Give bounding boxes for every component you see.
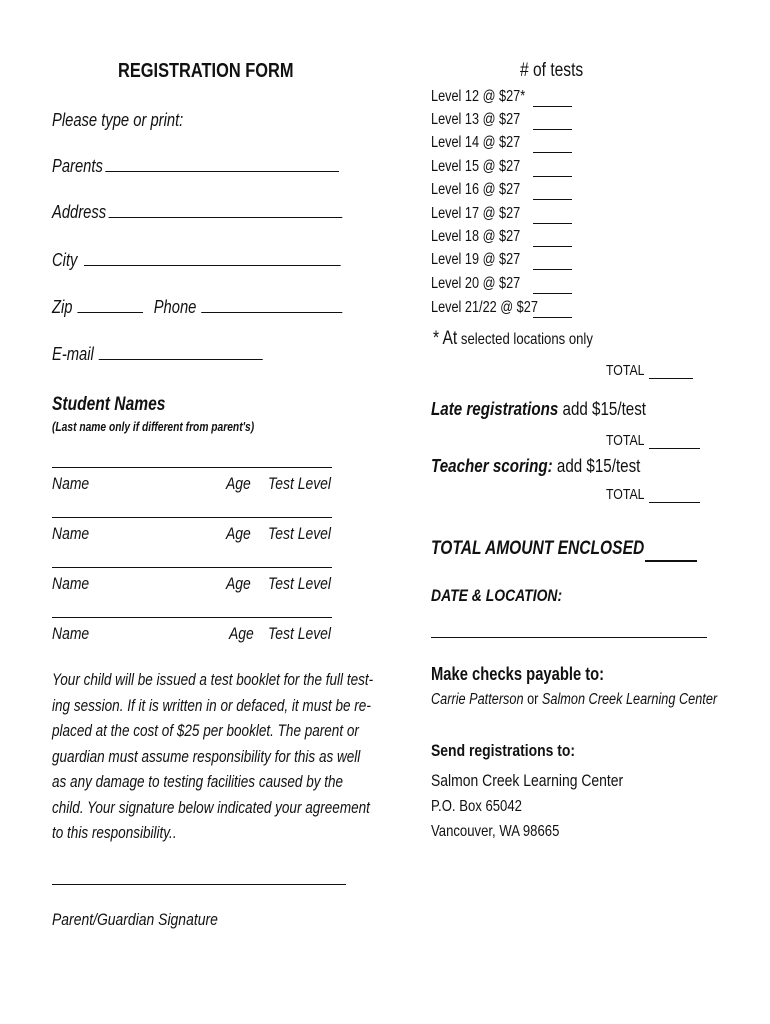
- tests-count-heading: # of tests: [520, 60, 584, 81]
- teacher-total-label: TOTAL: [606, 486, 645, 503]
- level-18-label: Level 18 @ $27: [431, 228, 521, 245]
- student-name-label-1: Name: [52, 474, 90, 493]
- teacher-scoring-row: [431, 455, 640, 477]
- level-12-label: Level 12 @ $27*: [431, 88, 526, 105]
- payee-or: or: [523, 691, 542, 708]
- student-level-label-3: Test Level: [268, 574, 332, 593]
- locations-footnote: [433, 328, 593, 350]
- zip-label: Zip: [52, 297, 73, 317]
- payee-line: [431, 691, 717, 709]
- level-14-count-line[interactable]: [533, 152, 572, 153]
- payee-name-1: Carrie Patterson: [431, 691, 524, 708]
- email-field[interactable]: [52, 344, 263, 365]
- mailing-address-city: Vancouver, WA 98665: [431, 823, 560, 840]
- disclaimer-line: as any damage to testing facilities caused by the: [52, 773, 344, 791]
- late-registration-label: Late registrations: [431, 398, 559, 419]
- student-names-note: (Last name only if different from parent's): [52, 420, 255, 434]
- student-name-line-4[interactable]: [52, 617, 332, 618]
- address-label: Address: [52, 202, 107, 222]
- level-16-count-line[interactable]: [533, 199, 572, 200]
- level-17-label: Level 17 @ $27: [431, 205, 521, 222]
- late-total-line[interactable]: [649, 448, 700, 449]
- signature-label: Parent/Guardian Signature: [52, 910, 218, 929]
- city-label: City: [52, 250, 78, 270]
- city-field[interactable]: [52, 250, 341, 271]
- student-name-line-2[interactable]: [52, 517, 332, 518]
- payee-name-2: Salmon Creek Learning Center: [541, 691, 718, 708]
- level-21-22-label: Level 21/22 @ $27: [431, 299, 538, 316]
- phone-line[interactable]: [201, 312, 342, 313]
- total-amount-enclosed-label: TOTAL AMOUNT ENCLOSED: [431, 538, 645, 559]
- late-registration-fee: add $15/test: [558, 398, 647, 419]
- footnote-star: * At: [433, 328, 458, 349]
- student-names-heading: Student Names: [52, 394, 166, 415]
- send-registrations-heading: Send registrations to:: [431, 741, 576, 760]
- student-age-label-1: Age: [226, 474, 251, 493]
- instruction-text: Please type or print:: [52, 110, 184, 130]
- address-field[interactable]: [52, 202, 342, 223]
- student-level-label-1: Test Level: [268, 474, 332, 493]
- student-name-label-2: Name: [52, 524, 90, 543]
- student-age-label-4: Age: [229, 624, 254, 643]
- date-location-line[interactable]: [431, 637, 707, 638]
- late-registration-row: [431, 398, 646, 420]
- level-20-label: Level 20 @ $27: [431, 275, 521, 292]
- late-total-label: TOTAL: [606, 432, 645, 449]
- phone-label: Phone: [153, 297, 197, 317]
- student-name-label-4: Name: [52, 624, 90, 643]
- email-label: E-mail: [52, 344, 94, 364]
- disclaimer-line: ing session. If it is written in or defaced, it must be re-: [52, 696, 371, 715]
- student-level-label-2: Test Level: [268, 524, 332, 543]
- parents-line[interactable]: [105, 171, 339, 172]
- tests-total-line[interactable]: [649, 378, 693, 379]
- teacher-scoring-label: Teacher scoring:: [431, 455, 553, 476]
- student-level-label-4: Test Level: [268, 624, 332, 643]
- zip-line[interactable]: [77, 312, 143, 313]
- level-20-count-line[interactable]: [533, 293, 572, 294]
- disclaimer-line: to this responsibility..: [52, 824, 177, 842]
- student-name-line-1[interactable]: [52, 467, 332, 468]
- parents-label: Parents: [52, 156, 103, 176]
- level-21-22-count-line[interactable]: [533, 317, 572, 318]
- teacher-scoring-fee: add $15/test: [552, 455, 641, 476]
- tests-total-label: TOTAL: [606, 362, 645, 379]
- disclaimer-line: guardian must assume responsibility for this as well: [52, 747, 361, 766]
- mailing-address-name: Salmon Creek Learning Center: [431, 771, 624, 790]
- level-12-count-line[interactable]: [533, 106, 572, 107]
- student-age-label-2: Age: [226, 524, 251, 543]
- total-amount-line[interactable]: [645, 560, 697, 562]
- student-name-line-3[interactable]: [52, 567, 332, 568]
- level-15-label: Level 15 @ $27: [431, 158, 521, 175]
- level-13-count-line[interactable]: [533, 129, 572, 130]
- city-line[interactable]: [84, 265, 341, 266]
- email-line[interactable]: [99, 359, 263, 360]
- address-line[interactable]: [109, 217, 343, 218]
- disclaimer-paragraph: [52, 668, 374, 847]
- footnote-text: selected locations only: [457, 331, 593, 348]
- level-17-count-line[interactable]: [533, 223, 572, 224]
- level-18-count-line[interactable]: [533, 246, 572, 247]
- parents-field[interactable]: [52, 156, 339, 177]
- student-name-label-3: Name: [52, 574, 90, 593]
- disclaimer-line: placed at the cost of $25 per booklet. The parent or: [52, 722, 359, 740]
- date-location-label: DATE & LOCATION:: [431, 586, 563, 605]
- level-19-label: Level 19 @ $27: [431, 251, 521, 268]
- disclaimer-line: Your child will be issued a test booklet for the full test-: [52, 671, 374, 689]
- signature-line[interactable]: [52, 884, 346, 885]
- level-13-label: Level 13 @ $27: [431, 111, 521, 128]
- teacher-total-line[interactable]: [649, 502, 700, 503]
- zip-phone-field[interactable]: [52, 297, 342, 318]
- level-14-label: Level 14 @ $27: [431, 134, 521, 151]
- level-19-count-line[interactable]: [533, 269, 572, 270]
- form-title: REGISTRATION FORM: [118, 60, 294, 82]
- disclaimer-line: child. Your signature below indicated your agreement: [52, 798, 370, 817]
- level-15-count-line[interactable]: [533, 176, 572, 177]
- mailing-address-po-box: P.O. Box 65042: [431, 798, 522, 815]
- student-age-label-3: Age: [226, 574, 251, 593]
- level-16-label: Level 16 @ $27: [431, 181, 521, 198]
- make-checks-heading: Make checks payable to:: [431, 664, 605, 684]
